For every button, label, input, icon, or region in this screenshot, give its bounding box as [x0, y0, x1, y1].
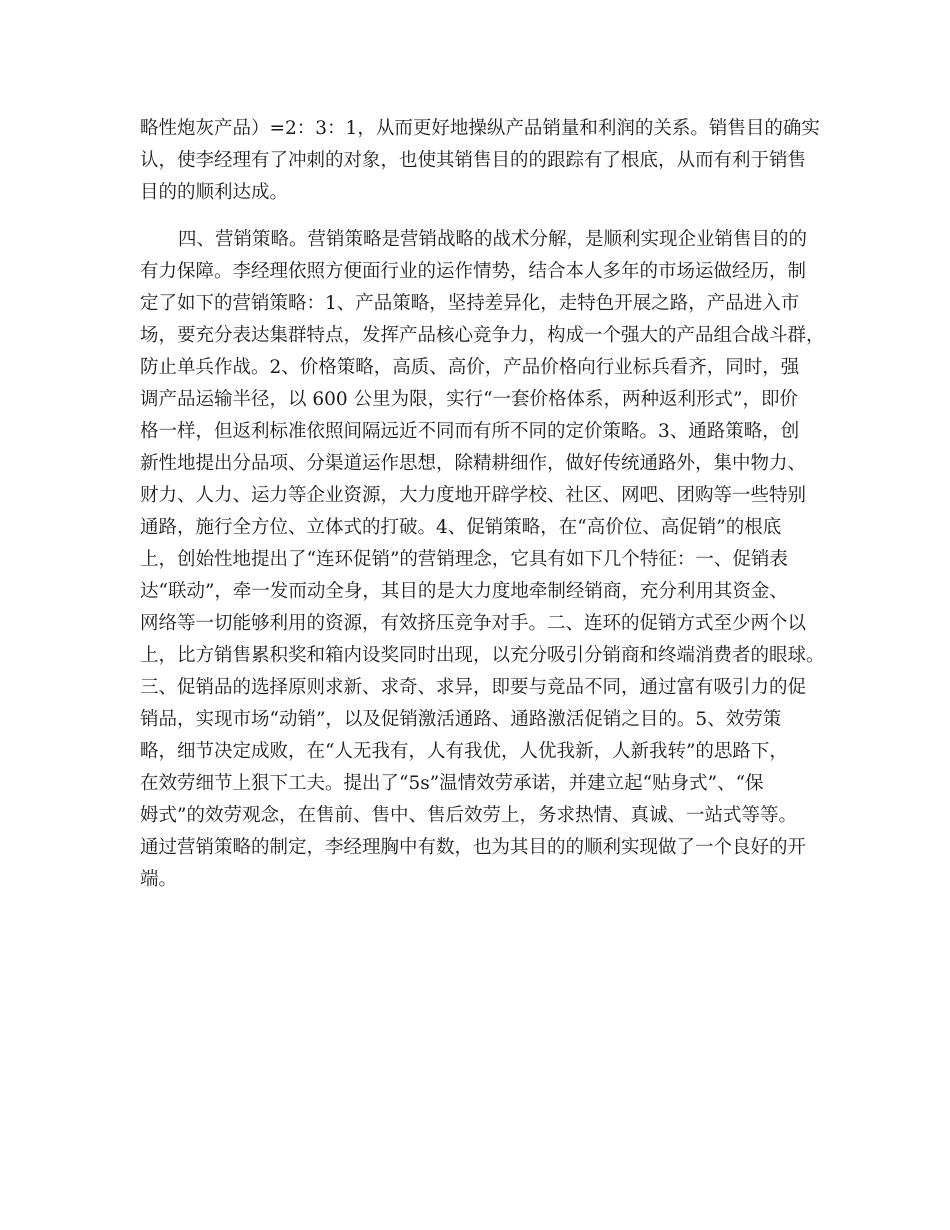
text-line-5: 有力保障。李经理依照方便面行业的运作情势，结合本人多年的市场运做经历，制	[140, 261, 807, 282]
text-line-22: 姆式”的效劳观念，在售前、售中、售后效劳上，务求热情、真诚、一站式等等。	[140, 805, 797, 826]
text-line-7: 场，要充分表达集群特点，发挥产品核心竞争力，构成一个强大的产品组合战斗群，	[140, 325, 825, 346]
text-line-13: 通路，施行全方位、立体式的打破。4、促销策略，在“高价位、高促销”的根底	[140, 517, 782, 538]
text-line-20: 略，细节决定成败，在“人无我有，人有我优，人优我新，人新我转”的思路下，	[140, 741, 788, 762]
text-line-24: 端。	[140, 869, 178, 890]
text-line-12: 财力、人力、运力等企业资源，大力度地开辟学校、社区、网吧、团购等一些特别	[140, 485, 807, 506]
text-line-4: 四、营销策略。营销策略是营销战略的战术分解，是顺利实现企业销售目的的	[178, 229, 808, 250]
text-line-11: 新性地提出分品项、分渠道运作思想，除精耕细作，做好传统通路外，集中物力、	[140, 453, 807, 474]
text-line-1: 略性炮灰产品）=2：3：1，从而更好地操纵产品销量和利润的关系。销售目的确实	[140, 118, 820, 139]
text-line-10: 格一样，但返利标准依照间隔远近不同而有所不同的定价策略。3、通路策略，创	[140, 421, 800, 442]
text-line-19: 销品，实现市场“动销”，以及促销激活通路、通路激活促销之目的。5、效劳策	[140, 709, 782, 730]
text-line-18: 三、促销品的选择原则求新、求奇、求异，即要与竞品不同，通过富有吸引力的促	[140, 677, 807, 698]
text-line-21: 在效劳细节上狠下工夫。提出了“5s”温情效劳承诺，并建立起“贴身式”、“保	[140, 773, 764, 794]
text-line-23: 通过营销策略的制定，李经理胸中有数，也为其目的的顺利实现做了一个良好的开	[140, 837, 807, 858]
text-line-17: 上，比方销售累积奖和箱内设奖同时出现，以充分吸引分销商和终端消费者的眼球。	[140, 645, 825, 666]
text-line-9: 调产品运输半径，以 600 公里为限，实行“一套价格体系，两种返利形式”，即价	[140, 389, 798, 410]
text-line-3: 目的的顺利达成。	[140, 182, 289, 203]
text-line-14: 上，创始性地提出了“连环促销”的营销理念，它具有如下几个特征：一、促销表	[140, 549, 788, 570]
text-line-15: 达“联动”，牵一发而动全身，其目的是大力度地牵制经销商，充分利用其资金、	[140, 581, 788, 602]
text-line-16: 网络等一切能够利用的资源，有效挤压竞争对手。二、连环的促销方式至少两个以	[140, 613, 807, 634]
text-line-2: 认，使李经理有了冲刺的对象，也使其销售目的的跟踪有了根底，从而有利于销售	[140, 150, 807, 171]
text-line-6: 定了如下的营销策略：1、产品策略，坚持差异化，走特色开展之路，产品进入市	[140, 293, 800, 314]
text-line-8: 防止单兵作战。2、价格策略，高质、高价，产品价格向行业标兵看齐，同时，强	[140, 357, 800, 378]
